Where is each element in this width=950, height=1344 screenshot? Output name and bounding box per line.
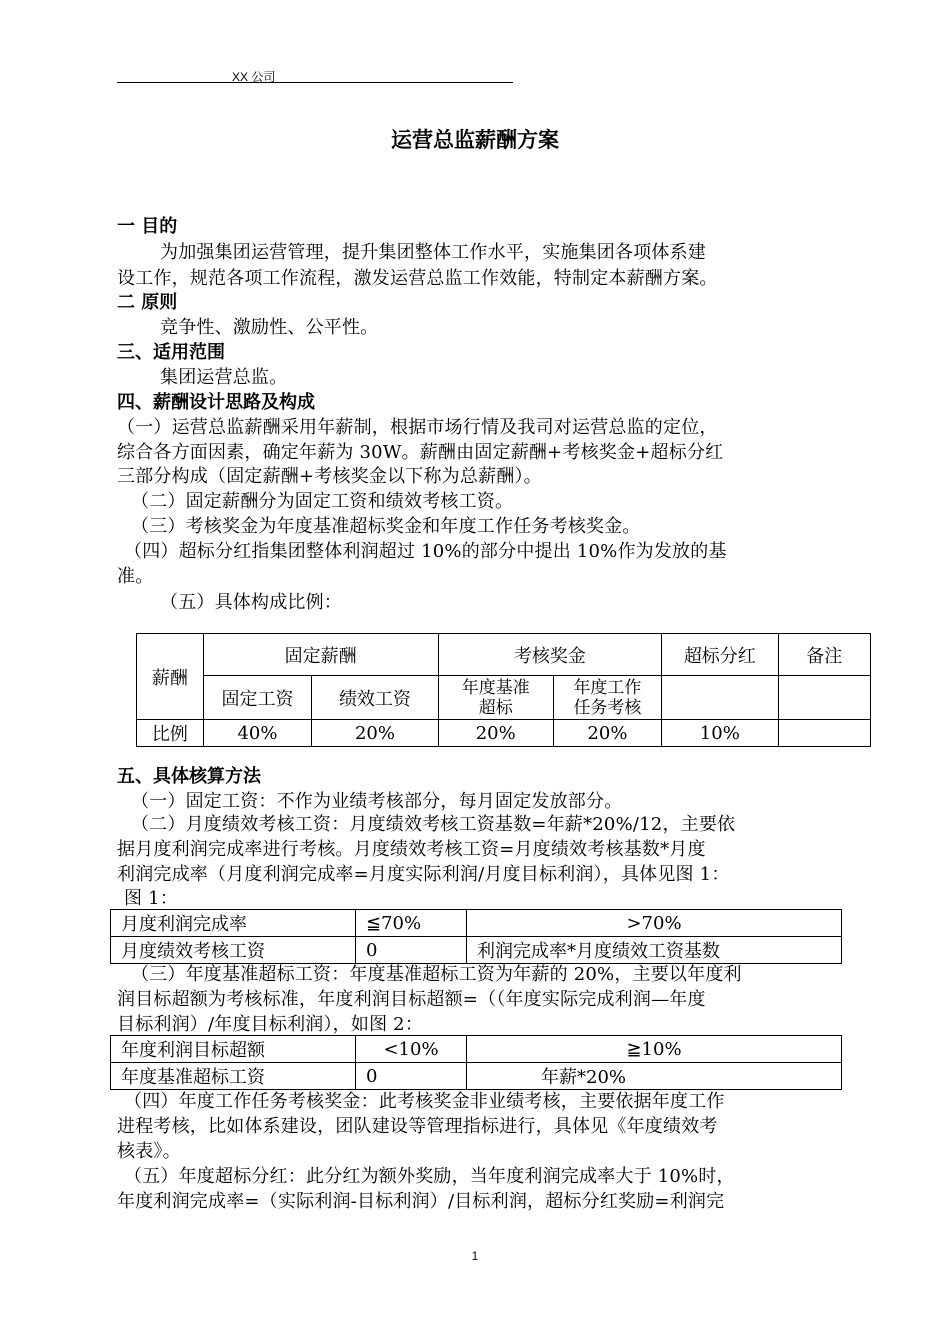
section-heading-calculation: 五、具体核算方法	[117, 766, 261, 787]
header-company: XX 公司	[232, 70, 276, 84]
fig2-cell: 年度利润目标超额	[111, 1036, 356, 1063]
fig2-cell: 年度基准超标工资	[111, 1063, 356, 1090]
page-number: 1	[471, 1249, 479, 1263]
paragraph-line: （三）年度基准超标工资：年度基准超标工资为年薪的 20%，主要以年度利	[131, 964, 742, 985]
paragraph-line: 三部分构成（固定薪酬+考核奖金以下称为总薪酬）。	[117, 466, 542, 487]
ratio-cell: 10%	[662, 720, 779, 747]
fig1-cell: 0	[356, 937, 467, 964]
fig2-cell: ≧10%	[467, 1036, 842, 1063]
section-heading-purpose: 一 目的	[117, 216, 178, 237]
ratio-table	[136, 633, 871, 747]
empty-cell	[778, 676, 870, 720]
paragraph-line: 据月度利润完成率进行考核。月度绩效考核工资=月度绩效考核基数*月度	[117, 839, 706, 860]
paragraph-line: （一）固定工资：不作为业绩考核部分，每月固定发放部分。	[131, 791, 623, 812]
section-heading-principle: 二 原则	[117, 292, 178, 313]
paragraph-line: 准。	[117, 566, 154, 587]
ratio-cell	[778, 720, 870, 747]
group-fixed: 固定薪酬	[203, 634, 438, 676]
group-dividend: 超标分红	[662, 634, 779, 676]
paragraph-line: （四）年度工作任务考核奖金：此考核奖金非业绩考核，主要依据年度工作	[124, 1091, 725, 1112]
paragraph-line: （一）运营总监薪酬采用年薪制，根据市场行情及我司对运营总监的定位，	[117, 417, 718, 438]
fig1-cell: >70%	[467, 910, 842, 937]
empty-cell	[662, 676, 779, 720]
figure-1-table	[110, 909, 842, 964]
section-heading-scope: 三、适用范围	[117, 342, 225, 363]
sub-annual-baseline: 年度基准 超标	[438, 676, 553, 720]
paragraph-line: 为加强集团运营管理，提升集团整体工作水平，实施集团各项体系建	[160, 242, 706, 263]
fig2-cell: 0	[356, 1063, 467, 1090]
paragraph-line: 目标利润）/年度目标利润），如图 2：	[117, 1014, 424, 1035]
page-title: 运营总监薪酬方案	[391, 128, 559, 152]
paragraph-line: 核表》。	[117, 1141, 181, 1162]
paragraph-line: （四）超标分红指集团整体利润超过 10%的部分中提出 10%作为发放的基	[124, 541, 727, 562]
fig1-cell: 利润完成率*月度绩效工资基数	[467, 937, 842, 964]
paragraph-line: （五）年度超标分红：此分红为额外奖励，当年度利润完成率大于 10%时，	[124, 1166, 735, 1187]
fig1-cell: 月度利润完成率	[111, 910, 356, 937]
sub-annual-task: 年度工作 任务考核	[553, 676, 661, 720]
figure-2-table	[110, 1035, 842, 1090]
group-remark: 备注	[778, 634, 870, 676]
fig1-cell: 月度绩效考核工资	[111, 937, 356, 964]
figure-caption-1: 图 1：	[124, 888, 178, 909]
group-bonus: 考核奖金	[438, 634, 661, 676]
paragraph-line: 竞争性、激励性、公平性。	[160, 317, 379, 338]
section-heading-design: 四、薪酬设计思路及构成	[117, 392, 315, 413]
paragraph-line: 设工作，规范各项工作流程，激发运营总监工作效能，特制定本薪酬方案。	[117, 268, 718, 289]
paragraph-line: 进程考核，比如体系建设，团队建设等管理指标进行，具体见《年度绩效考	[117, 1116, 718, 1137]
row-header-salary: 薪酬	[137, 634, 204, 720]
paragraph-line: 利润完成率（月度利润完成率=月度实际利润/月度目标利润），具体见图 1：	[117, 864, 730, 885]
ratio-cell: 20%	[438, 720, 553, 747]
sub-fixed-wage: 固定工资	[203, 676, 312, 720]
ratio-cell: 20%	[553, 720, 661, 747]
paragraph-line: 综合各方面因素，确定年薪为 30W。薪酬由固定薪酬+考核奖金+超标分红	[117, 442, 724, 463]
paragraph-line: 润目标超额为考核标准，年度利润目标超额=（（年度实际完成利润—年度	[117, 989, 706, 1010]
fig1-cell: ≦70%	[356, 910, 467, 937]
paragraph-line: （三）考核奖金为年度基准超标奖金和年度工作任务考核奖金。	[131, 516, 641, 537]
paragraph-line: （二）固定薪酬分为固定工资和绩效考核工资。	[131, 491, 514, 512]
paragraph-line: 集团运营总监。	[160, 367, 288, 388]
sub-performance-wage: 绩效工资	[312, 676, 438, 720]
ratio-cell: 20%	[312, 720, 438, 747]
paragraph-line: （五）具体构成比例：	[160, 592, 342, 613]
fig2-cell: 年薪*20%	[467, 1063, 842, 1090]
ratio-label: 比例	[137, 720, 204, 747]
paragraph-line: 年度利润完成率=（实际利润-目标利润）/目标利润，超标分红奖励=利润完	[117, 1191, 725, 1212]
ratio-cell: 40%	[203, 720, 312, 747]
paragraph-line: （二）月度绩效考核工资：月度绩效考核工资基数=年薪*20%/12，主要依	[131, 814, 736, 835]
fig2-cell: <10%	[356, 1036, 467, 1063]
header-rule	[117, 82, 513, 83]
